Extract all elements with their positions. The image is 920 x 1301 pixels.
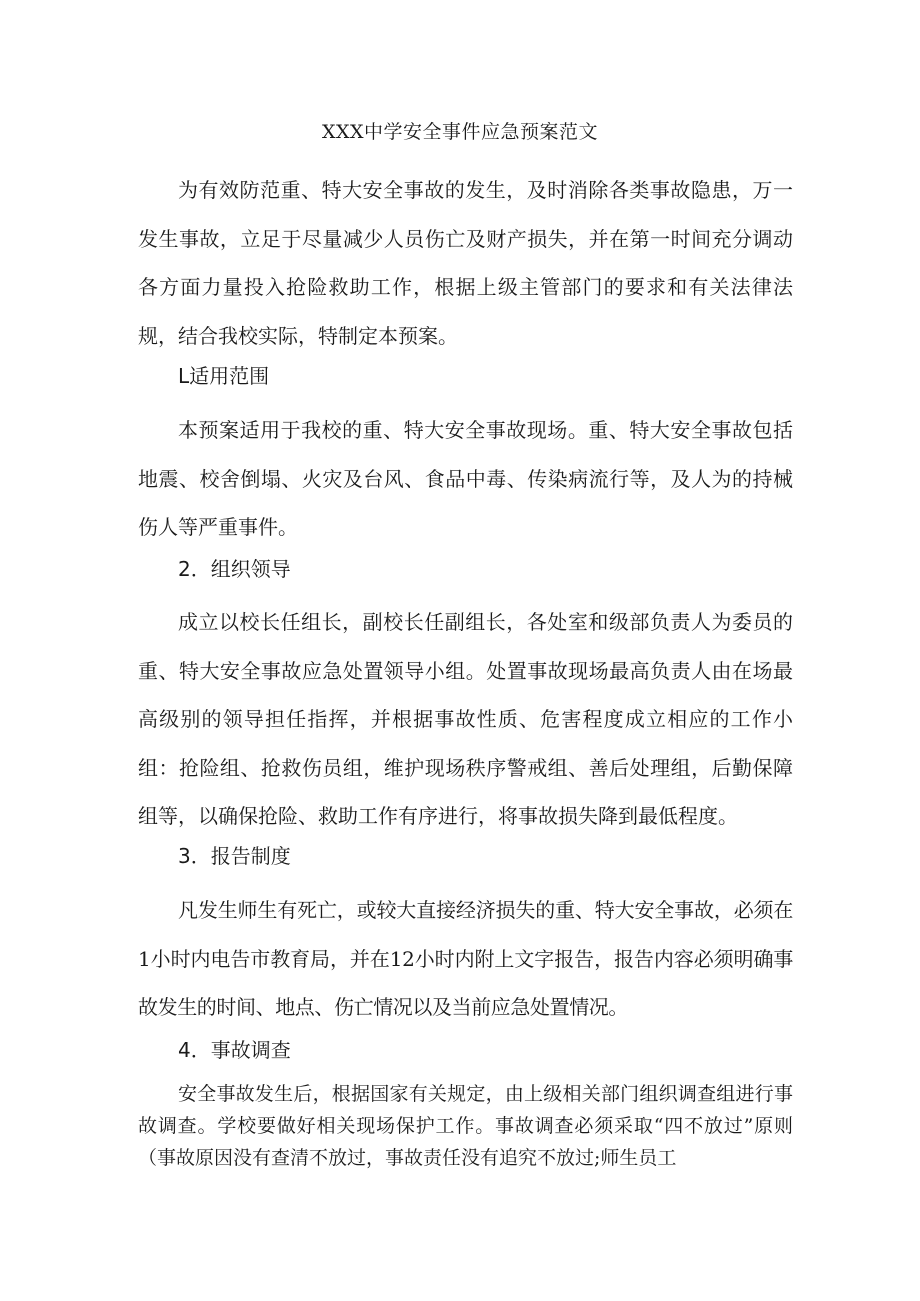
intro-paragraph: 为有效防范重、特大安全事故的发生，及时消除各类事故隐患，万一发生事故，立足于尽量减少人员伤亡及财产损失，并在第一时间充分调动各方面力量投入抢险救助工作，根据上级主管部门的要求和有关法律法规，结合我校实际，特制定本预案。 [138, 178, 793, 348]
section-body-investigation: 安全事故发生后，根据国家有关规定，由上级相关部门组织调查组进行事故调查。学校要做好相关现场保护工作。事故调查必须采取“四不放过”原则（事故原因没有查清不放过，事故责任没有追究不放过;师生员工 [138, 1083, 793, 1169]
section-body-organization: 成立以校长任组长，副校长任副组长，各处室和级部负责人为委员的重、特大安全事故应急处置领导小组。处置事故现场最高负责人由在场最高级别的领导担任指挥，并根据事故性质、危害程度成立相应的工作小组：抢险组、抢救伤员组，维护现场秩序警戒组、善后处理组，后勤保障组等，以确保抢险、救助工作有序进行，将事故损失降到最低程度。 [138, 610, 793, 828]
section-body-scope: 本预案适用于我校的重、特大安全事故现场。重、特大安全事故包括地震、校舍倒塌、火灾及台风、食品中毒、传染病流行等，及人为的持械伤人等严重事件。 [138, 418, 793, 539]
section-heading-reporting: 3．报告制度 [178, 844, 291, 868]
section-heading-scope: L适用范围 [178, 364, 270, 388]
document-title: XXX中学安全事件应急预案范文 [321, 121, 599, 143]
section-heading-organization: 2．组织领导 [178, 557, 291, 581]
section-heading-investigation: 4．事故调查 [178, 1038, 291, 1062]
section-body-reporting: 凡发生师生有死亡，或较大直接经济损失的重、特大安全事故，必须在1小时内电告市教育局，并在12小时内附上文字报告，报告内容必须明确事故发生的时间、地点、伤亡情况以及当前应急处置情况。 [138, 898, 793, 1019]
